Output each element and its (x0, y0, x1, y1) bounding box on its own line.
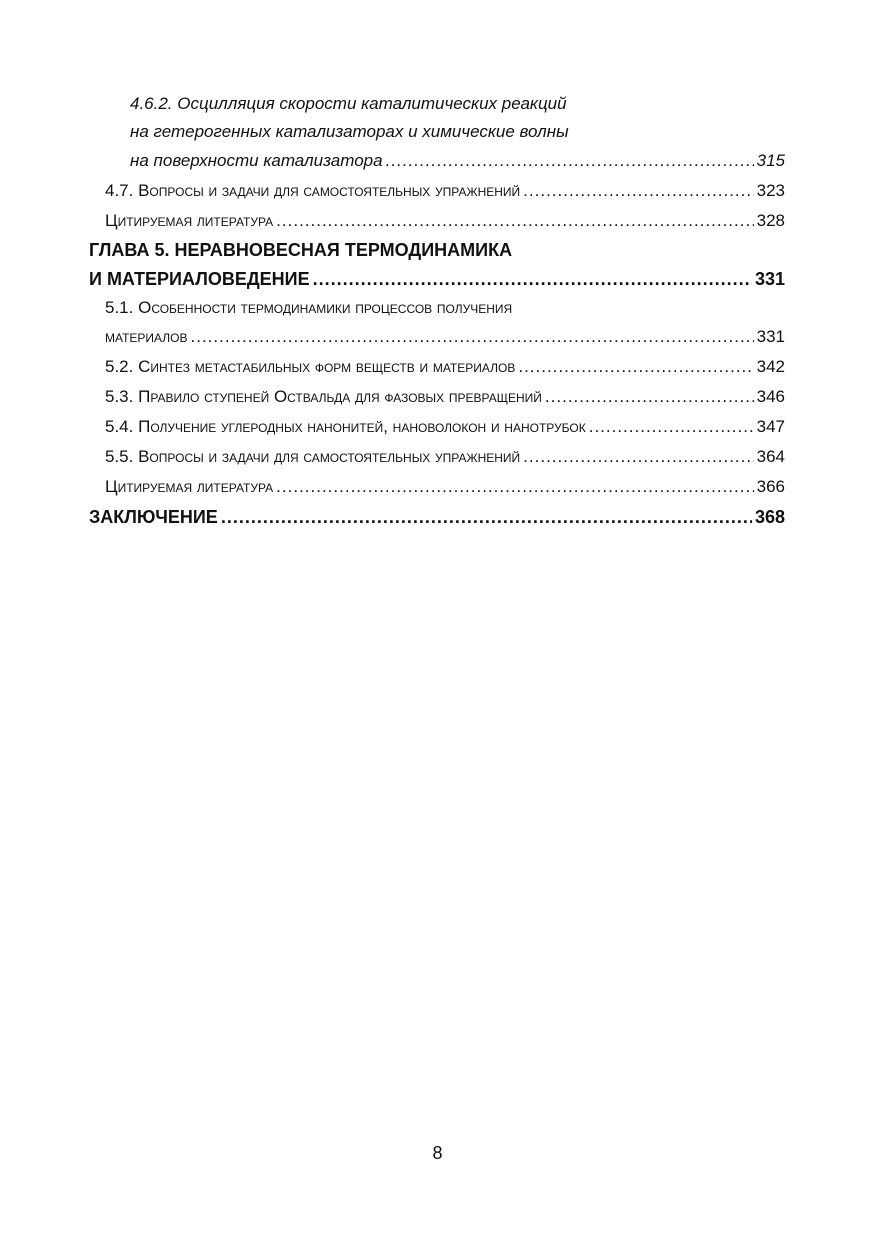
toc-page-number: 328 (756, 211, 785, 230)
toc-entry-5-2[interactable] (89, 352, 785, 382)
toc-entry-5-5[interactable] (89, 442, 785, 472)
toc-entry-title: Вопросы и задачи для самостоятельных упражнений (138, 181, 521, 200)
toc-chapter-title: И МАТЕРИАЛОВЕДЕНИЕ (89, 269, 310, 289)
toc-page-number: 342 (756, 357, 785, 376)
toc-entry-5-3[interactable] (89, 382, 785, 412)
toc-entry-4-7[interactable] (89, 176, 785, 206)
toc-entry-title: Правило ступеней Оствальда для фазовых превращений (138, 387, 542, 406)
toc-page-number: 315 (756, 151, 785, 170)
toc-page-number: 366 (756, 477, 785, 496)
toc-entry-literature-5[interactable] (89, 472, 785, 502)
leader-dots (386, 146, 754, 176)
toc-entry-number: 4.7. (105, 181, 134, 200)
toc-entry-number: 5.1. (105, 298, 134, 317)
leader-dots (518, 352, 753, 382)
toc-entry-number: 5.3. (105, 387, 134, 406)
toc-entry-literature-4[interactable] (89, 206, 785, 236)
toc-entry-title: Цитируемая литература (105, 211, 274, 230)
toc-entry-number: 5.2. (105, 357, 134, 376)
leader-dots (545, 382, 754, 412)
leader-dots (589, 412, 754, 442)
toc-entry-last-line (89, 146, 785, 176)
toc-entry-5-1[interactable] (89, 294, 785, 352)
toc-entry-title: Особенности термодинамики процессов получения (138, 298, 513, 317)
table-of-contents (89, 90, 785, 532)
toc-entry-conclusion[interactable] (89, 502, 785, 532)
toc-chapter-5[interactable] (89, 236, 785, 294)
toc-entry-5-4[interactable] (89, 412, 785, 442)
leader-dots (313, 264, 752, 294)
toc-page-number: 331 (754, 269, 785, 289)
toc-entry-4-6-2[interactable] (89, 90, 785, 176)
leader-dots (191, 322, 754, 352)
toc-entry-title: материалов (105, 327, 188, 346)
leader-dots (276, 472, 753, 502)
toc-entry-number: 5.4. (105, 417, 134, 436)
toc-entry-title: Цитируемая литература (105, 477, 274, 496)
toc-page-number: 323 (756, 181, 785, 200)
toc-page-number: 364 (756, 447, 785, 466)
toc-entry-title: на поверхности катализатора (130, 151, 383, 170)
toc-entry-title: Вопросы и задачи для самостоятельных упражнений (138, 447, 521, 466)
toc-entry-last-line (89, 322, 785, 352)
toc-entry-title-line: на гетерогенных катализаторах и химические волны (130, 122, 569, 141)
page-number: 8 (432, 1143, 443, 1163)
toc-entry-title-line: 4.6.2. Осцилляция скорости каталитических реакций (130, 94, 567, 113)
toc-chapter-last-line (89, 264, 785, 294)
leader-dots (221, 502, 752, 532)
toc-entry-title-line (89, 294, 785, 322)
toc-entry-title: ЗАКЛЮЧЕНИЕ (89, 507, 218, 527)
leader-dots (523, 442, 753, 472)
toc-entry-number: 5.5. (105, 447, 134, 466)
toc-page-number: 347 (756, 417, 785, 436)
leader-dots (276, 206, 753, 236)
toc-entry-title: Синтез метастабильных форм веществ и материалов (138, 357, 516, 376)
leader-dots (523, 176, 753, 206)
toc-entry-title: Получение углеродных нанонитей, нановолокон и нанотрубок (138, 417, 586, 436)
toc-page-number: 346 (756, 387, 785, 406)
toc-page-number: 331 (756, 327, 785, 346)
toc-page-number: 368 (754, 507, 785, 527)
toc-chapter-title-line: ГЛАВА 5. НЕРАВНОВЕСНАЯ ТЕРМОДИНАМИКА (89, 240, 513, 260)
